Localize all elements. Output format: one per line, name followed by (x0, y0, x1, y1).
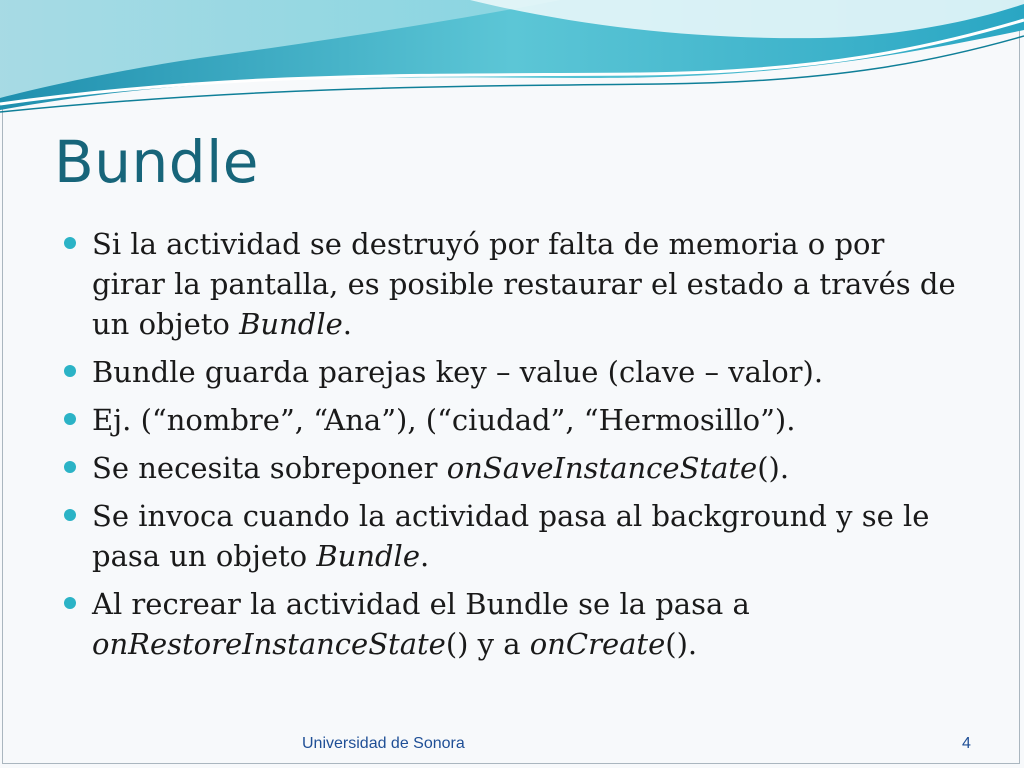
bullet-text-italic: onRestoreInstanceState (92, 627, 446, 661)
bullet-text: . (342, 307, 352, 341)
bullet-text: . (420, 539, 430, 573)
bullet-text: (). (757, 451, 790, 485)
bullet-dot-icon (64, 509, 76, 521)
footer-university: Universidad de Sonora (302, 735, 465, 752)
bullet-text: Se invoca cuando la actividad pasa al background y se le pasa un objeto (92, 499, 930, 573)
bullet-dot-icon (64, 461, 76, 473)
bullet-dot-icon (64, 413, 76, 425)
bullet-item (64, 584, 964, 664)
decorative-wave-header (0, 0, 1024, 120)
bullet-text: (). (665, 627, 698, 661)
bullet-text: Al recrear la actividad el Bundle se la pasa a (92, 587, 750, 621)
bullet-text-italic: onSaveInstanceState (446, 451, 758, 485)
slide-title: Bundle (54, 128, 259, 196)
bullet-text: () y a (445, 627, 530, 661)
bullet-text: Bundle guarda parejas key – value (clave – valor). (92, 355, 824, 389)
page-number: 4 (962, 735, 971, 752)
bullet-text: Si la actividad se destruyó por falta de memoria o por girar la pantalla, es posible restaurar el estado a través de un objeto (92, 227, 956, 341)
bullet-dot-icon (64, 237, 76, 249)
bullet-dot-icon (64, 597, 76, 609)
bullet-item (64, 400, 964, 440)
bullet-text: Se necesita sobreponer (92, 451, 447, 485)
bullet-dot-icon (64, 365, 76, 377)
bullet-item (64, 448, 964, 488)
bullet-item (64, 224, 964, 344)
bullet-list (64, 224, 964, 672)
bullet-text-italic: Bundle (239, 307, 343, 341)
bullet-text-italic: Bundle (316, 539, 420, 573)
bullet-item (64, 496, 964, 576)
bullet-item (64, 352, 964, 392)
bullet-text: Ej. (“nombre”, “Ana”), (“ciudad”, “Hermosillo”). (92, 403, 796, 437)
bullet-text-italic: onCreate (529, 627, 666, 661)
